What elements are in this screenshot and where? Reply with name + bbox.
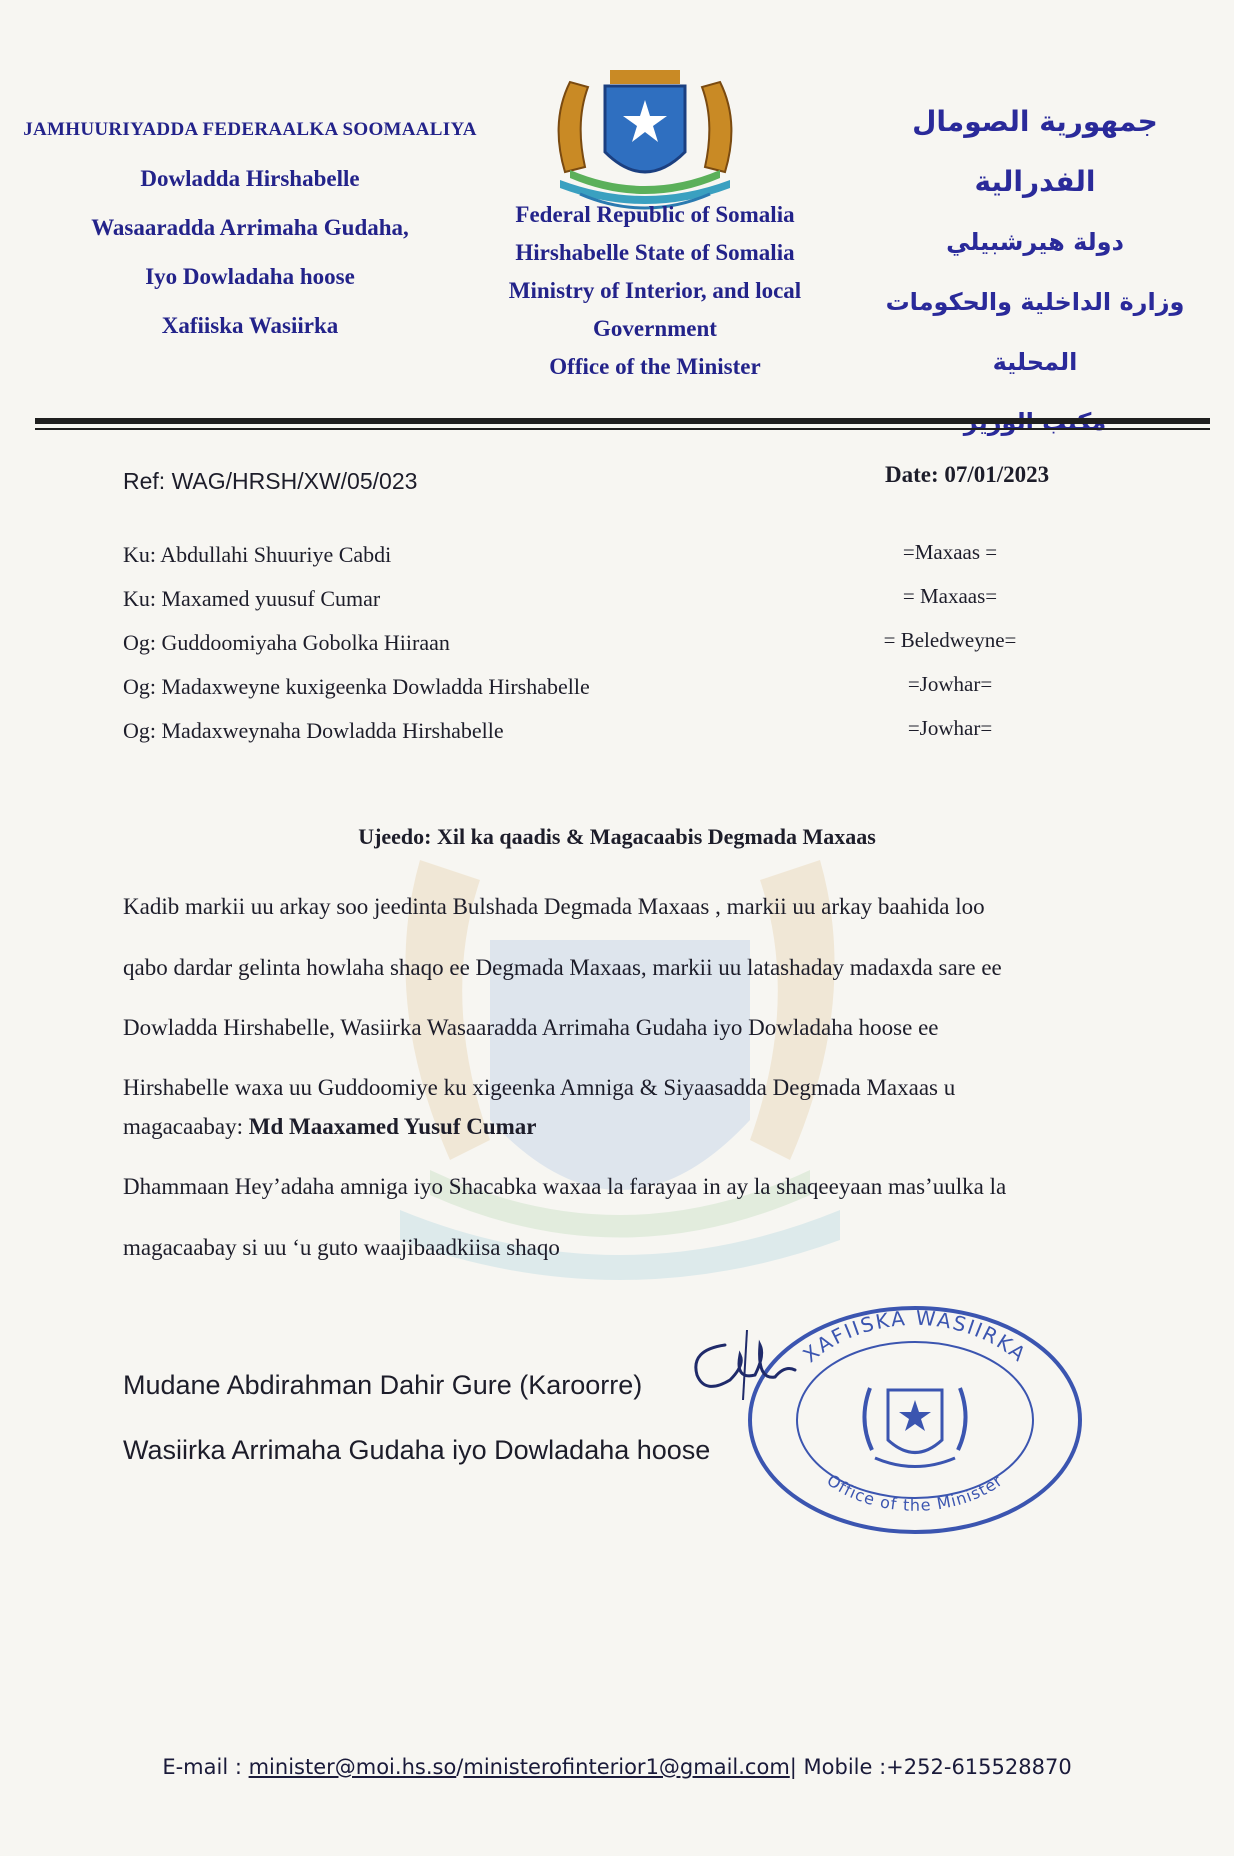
recipient-line: Ku: Maxamed yuusuf Cumar xyxy=(123,586,381,611)
english-header-line: Hirshabelle State of Somalia xyxy=(515,240,795,265)
stamp-emblem-icon xyxy=(864,1388,965,1467)
signer-title: Wasiirka Arrimaha Gudaha iyo Dowladaha hoose xyxy=(123,1435,711,1465)
email-link-primary[interactable]: minister@moi.hs.so xyxy=(248,1755,457,1779)
recipient-location: = Maxaas= xyxy=(902,584,998,608)
arabic-header-line: دولة هيرشبيلي xyxy=(946,228,1124,256)
stamp-top-text: XAFIISKA WASIIRKA xyxy=(798,1305,1032,1368)
body-line: magacaabay si uu ‘u guto waajibaadkiisa shaqo xyxy=(123,1235,560,1260)
somali-header xyxy=(0,105,500,350)
reference-number: Ref: WAG/HRSH/XW/05/023 xyxy=(123,468,418,494)
somali-header-line: Iyo Dowladaha hoose xyxy=(145,264,355,289)
appointment-line xyxy=(123,1114,1123,1140)
recipient-location: = Beledweyne= xyxy=(883,628,1017,652)
english-header-line: Government xyxy=(593,316,717,341)
somali-header-line: JAMHUURIYADDA FEDERAALKA SOOMAALIYA xyxy=(23,119,477,140)
letter-subject: Ujeedo: Xil ka qaadis & Magacaabis Degmada Maxaas xyxy=(358,824,876,849)
somali-header-line: Xafiiska Wasiirka xyxy=(161,313,339,338)
email-link-secondary[interactable]: ministerofinterior1@gmail.com xyxy=(463,1755,790,1779)
body-line: Dowladda Hirshabelle, Wasiirka Wasaaradda Arrimaha Gudaha iyo Dowladaha hoose ee xyxy=(123,1015,939,1040)
arabic-header-line: جمهورية الصومال الفدرالية xyxy=(912,105,1158,198)
english-header xyxy=(470,196,840,386)
arabic-header-line: وزارة الداخلية والحكومات المحلية xyxy=(885,288,1185,376)
recipient-list xyxy=(123,533,723,753)
footer-separator: / xyxy=(456,1755,464,1779)
recipient-location: =Jowhar= xyxy=(907,672,993,696)
arabic-header xyxy=(850,92,1220,452)
recipient-line: Og: Guddoomiyaha Gobolka Hiiraan xyxy=(123,630,450,655)
appointment-prefix: magacaabay: xyxy=(123,1114,244,1139)
letter-date: Date: 07/01/2023 xyxy=(885,462,1050,487)
english-header-line: Ministry of Interior, and local xyxy=(508,278,802,303)
header-divider-thin xyxy=(35,428,1210,430)
handwritten-signature xyxy=(685,1325,800,1405)
recipient-line: Og: Madaxweyne kuxigeenka Dowladda Hirshabelle xyxy=(123,674,590,699)
body-line: Hirshabelle waxa uu Guddoomiye ku xigeenka Amniga & Siyaasadda Degmada Maxaas u xyxy=(123,1075,956,1100)
english-header-line: Office of the Minister xyxy=(549,354,761,379)
somali-header-line: Dowladda Hirshabelle xyxy=(140,166,360,191)
appointee-name: Md Maaxamed Yusuf Cumar xyxy=(248,1114,537,1139)
body-line: Kadib markii uu arkay soo jeedinta Bulshada Degmada Maxaas , markii uu arkay baahida loo xyxy=(123,894,985,919)
header-divider xyxy=(35,418,1210,424)
body-line: Dhammaan Hey’adaha amniga iyo Shacabka waxaa la farayaa in ay la shaqeeyaan mas’uulka la xyxy=(123,1174,1007,1199)
recipient-line: Og: Madaxweynaha Dowladda Hirshabelle xyxy=(123,718,504,743)
letter-footer xyxy=(0,1755,1234,1779)
svg-text:Office of the Minister xyxy=(824,1470,1007,1514)
recipient-location: =Maxaas = xyxy=(902,540,998,564)
mobile-number: Mobile :+252-615528870 xyxy=(803,1755,1072,1779)
recipient-line: Ku: Abdullahi Shuuriye Cabdi xyxy=(123,542,392,567)
email-label: E-mail : xyxy=(162,1755,242,1779)
english-header-line: Federal Republic of Somalia xyxy=(515,202,795,227)
signer-name: Mudane Abdirahman Dahir Gure (Karoorre) xyxy=(123,1370,643,1400)
stamp-bottom-text: Office of the Minister xyxy=(823,1470,1007,1515)
recipient-location-list xyxy=(870,530,1030,750)
footer-separator: | xyxy=(789,1755,797,1779)
recipient-location: =Jowhar= xyxy=(907,716,993,740)
body-line: qabo dardar gelinta howlaha shaqo ee Degmada Maxaas, markii uu latashaday madaxda sare ee xyxy=(123,955,1002,980)
somali-header-line: Wasaaradda Arrimaha Gudaha, xyxy=(91,215,409,240)
svg-text:XAFIISKA WASIIRKA xyxy=(798,1306,1031,1367)
